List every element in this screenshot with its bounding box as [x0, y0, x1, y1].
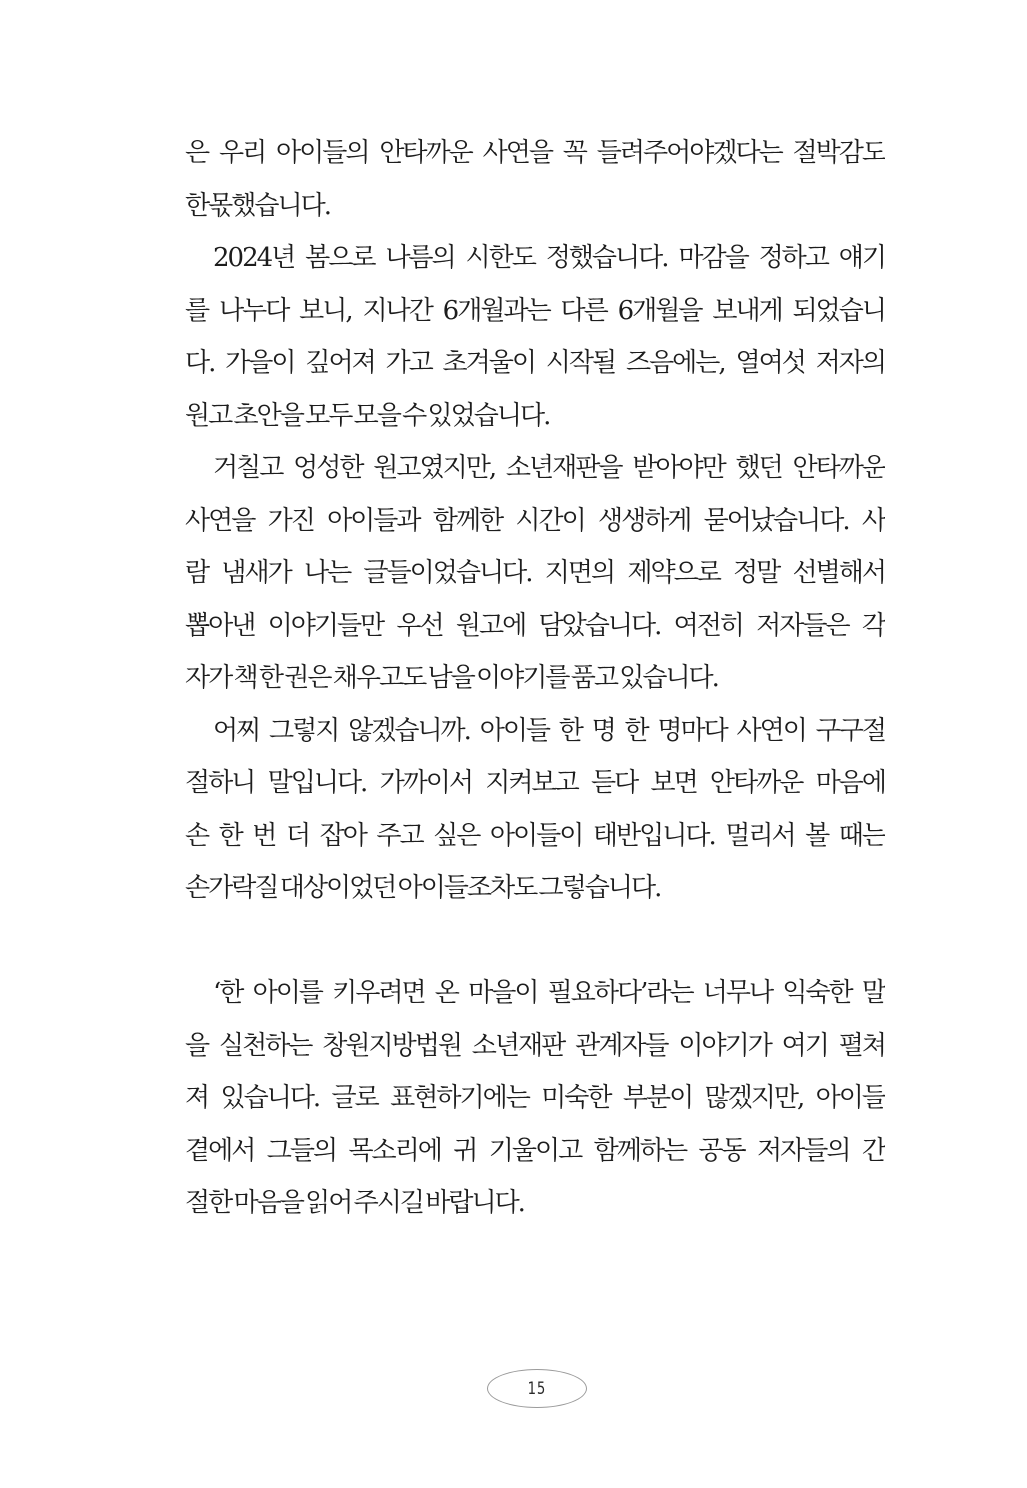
text-line: 자가 책 한 권은 채우고도 남을 이야기를 품고 있습니다. — [185, 663, 718, 693]
text-line: 손 한 번 더 잡아 주고 싶은 아이들이 태반입니다. 멀리서 볼 때는 — [185, 820, 885, 851]
text-line: 다. 가을이 깊어져 가고 초겨울이 시작될 즈음에는, 열여섯 저자의 — [185, 348, 885, 378]
text-line: 손가락질 대상이었던 아이들조차도 그렇습니다. — [185, 873, 661, 903]
text-line: 원고 초안을 모두 모을 수 있었습니다. — [185, 400, 550, 431]
text-line: 곁에서 그들의 목소리에 귀 기울이고 함께하는 공동 저자들의 간 — [185, 1135, 885, 1166]
text-line: 뽑아낸 이야기들만 우선 원고에 담았습니다. 여전히 저자들은 각 — [185, 610, 885, 641]
paragraph-spacer — [185, 915, 885, 968]
page-number-ellipse — [487, 1369, 587, 1408]
text-line: 은 우리 아이들의 안타까운 사연을 꼭 들려주어야겠다는 절박감도 — [185, 138, 885, 168]
text-line: 람 냄새가 나는 글들이었습니다. 지면의 제약으로 정말 선별해서 — [185, 558, 885, 588]
text-line: 2024년 봄으로 나름의 시한도 정했습니다. 마감을 정하고 얘기 — [213, 243, 885, 273]
text-line: 을 실천하는 창원지방법원 소년재판 관계자들 이야기가 여기 펼쳐 — [185, 1030, 885, 1061]
text-line: 를 나누다 보니, 지나간 6개월과는 다른 6개월을 보내게 되었습니 — [185, 295, 885, 326]
page-body-text — [185, 127, 885, 1230]
text-line: 사연을 가진 아이들과 함께한 시간이 생생하게 묻어났습니다. 사 — [185, 505, 885, 536]
text-line: 한몫했습니다. — [185, 190, 330, 221]
text-line: 거칠고 엉성한 원고였지만, 소년재판을 받아야만 했던 안타까운 — [213, 453, 885, 483]
text-line: ‘한 아이를 키우려면 온 마을이 필요하다’라는 너무나 익숙한 말 — [213, 978, 885, 1008]
text-line: 절하니 말입니다. 가까이서 지켜보고 듣다 보면 안타까운 마음에 — [185, 768, 885, 798]
text-line: 어찌 그렇지 않겠습니까. 아이들 한 명 한 명마다 사연이 구구절 — [213, 715, 885, 746]
text-line: 절한 마음을 읽어 주시길 바랍니다. — [185, 1188, 524, 1218]
text-line: 져 있습니다. 글로 표현하기에는 미숙한 부분이 많겠지만, 아이들 — [185, 1083, 885, 1113]
page-number: 15 — [527, 1378, 547, 1399]
